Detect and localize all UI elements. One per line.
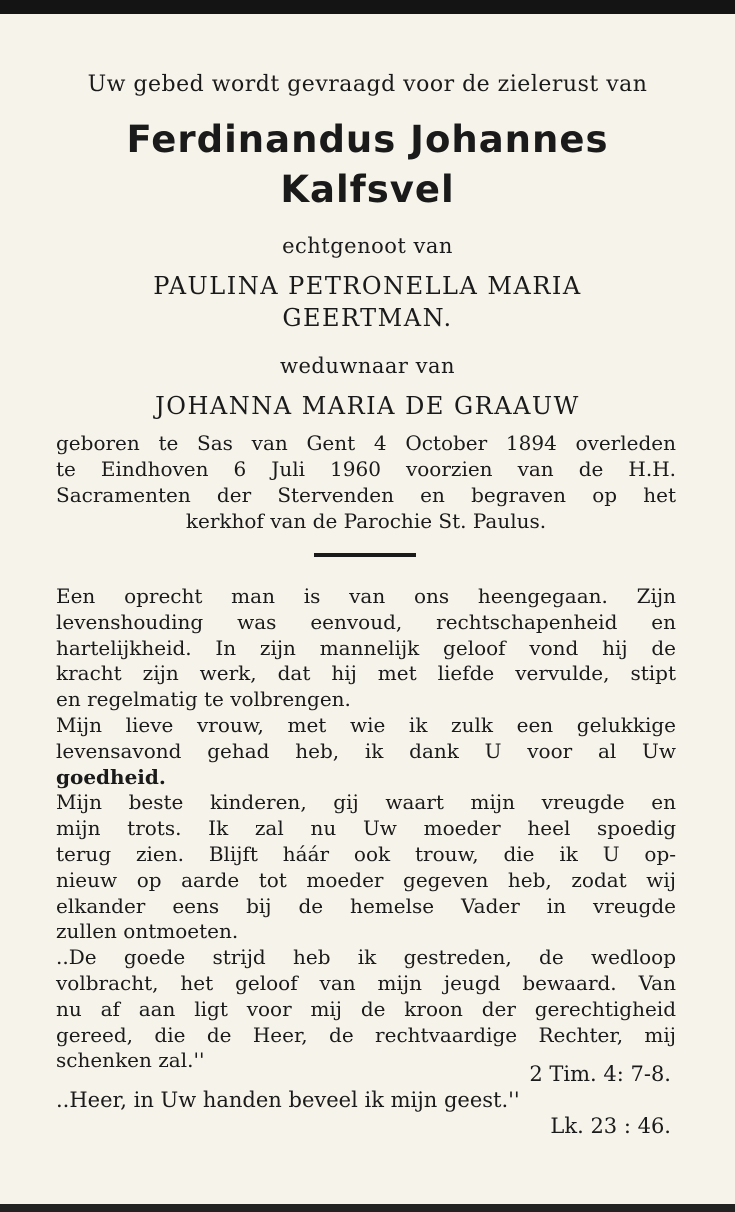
- spouse-name-line1: PAULINA PETRONELLA MARIA: [153, 272, 582, 300]
- text-line: goedheid.: [56, 764, 166, 789]
- spouse-label: echtgenoot van: [282, 234, 453, 258]
- life-details: [56, 430, 676, 534]
- detail-line: kerkhof van de Parochie St. Paulus.: [185, 509, 547, 533]
- text-line: levensavond gehad heb, ik dank U voor al Uw: [56, 738, 676, 763]
- text-line: Mijn beste kinderen, gij waart mijn vreugde en: [56, 790, 676, 815]
- text-line: nieuw op aarde tot moeder gegeven heb, zodat wij: [56, 867, 676, 892]
- text-line: gereed, die de Heer, de rechtvaardige Rechter, mij: [56, 1022, 676, 1047]
- text-line: Een oprecht man is van ons heengegaan. Zijn: [56, 584, 676, 608]
- widower-label: weduwnaar van: [279, 354, 456, 378]
- deceased-name-line2: Kalfsvel: [280, 168, 455, 211]
- top-border: [0, 0, 735, 14]
- detail-line: te Eindhoven 6 Juli 1960 voorzien van de H.H.: [56, 457, 676, 481]
- detail-line: Sacramenten der Stervenden en begraven op het: [56, 483, 676, 507]
- text-line: Mijn lieve vrouw, met wie ik zulk een gelukkige: [56, 712, 676, 737]
- scripture-reference-2: Lk. 23 : 46.: [550, 1114, 671, 1138]
- bottom-border: [0, 1204, 735, 1212]
- text-line: mijn trots. Ik zal nu Uw moeder heel spoedig: [56, 816, 676, 841]
- text-line: elkander eens bij de hemelse Vader in vreugde: [56, 893, 676, 918]
- memorial-text: [56, 584, 676, 1074]
- final-quote: ..Heer, in Uw handen beveel ik mijn geest.'': [56, 1088, 520, 1112]
- detail-line: geboren te Sas van Gent 4 October 1894 overleden: [56, 431, 676, 455]
- text-line: volbracht, het geloof van mijn jeugd bewaard. Van: [56, 970, 676, 995]
- text-line: hartelijkheid. In zijn mannelijk geloof vond hij de: [56, 635, 676, 660]
- text-line: terug zien. Blijft háár ook trouw, die ik U op-: [56, 841, 676, 866]
- text-line: ..De goede strijd heb ik gestreden, de wedloop: [56, 945, 676, 970]
- first-wife-name: JOHANNA MARIA DE GRAAUW: [155, 392, 580, 420]
- intro-line: Uw gebed wordt gevraagd voor de zielerust van: [87, 72, 648, 97]
- text-line: zullen ontmoeten.: [56, 919, 239, 944]
- text-line: en regelmatig te volbrengen.: [56, 687, 351, 712]
- scripture-reference-1: 2 Tim. 4: 7-8.: [529, 1062, 671, 1086]
- spouse-name-line2: GEERTMAN.: [282, 304, 453, 332]
- text-line: levenshouding was eenvoud, rechtschapenheid en: [56, 609, 676, 634]
- memorial-card: [0, 14, 735, 1204]
- text-line: nu af aan ligt voor mij de kroon der gerechtigheid: [56, 996, 676, 1021]
- divider: [314, 553, 416, 557]
- deceased-name-line1: Ferdinandus Johannes: [126, 118, 609, 161]
- text-line: kracht zijn werk, dat hij met liefde vervulde, stipt: [56, 661, 676, 686]
- text-line: schenken zal.'': [56, 1048, 205, 1073]
